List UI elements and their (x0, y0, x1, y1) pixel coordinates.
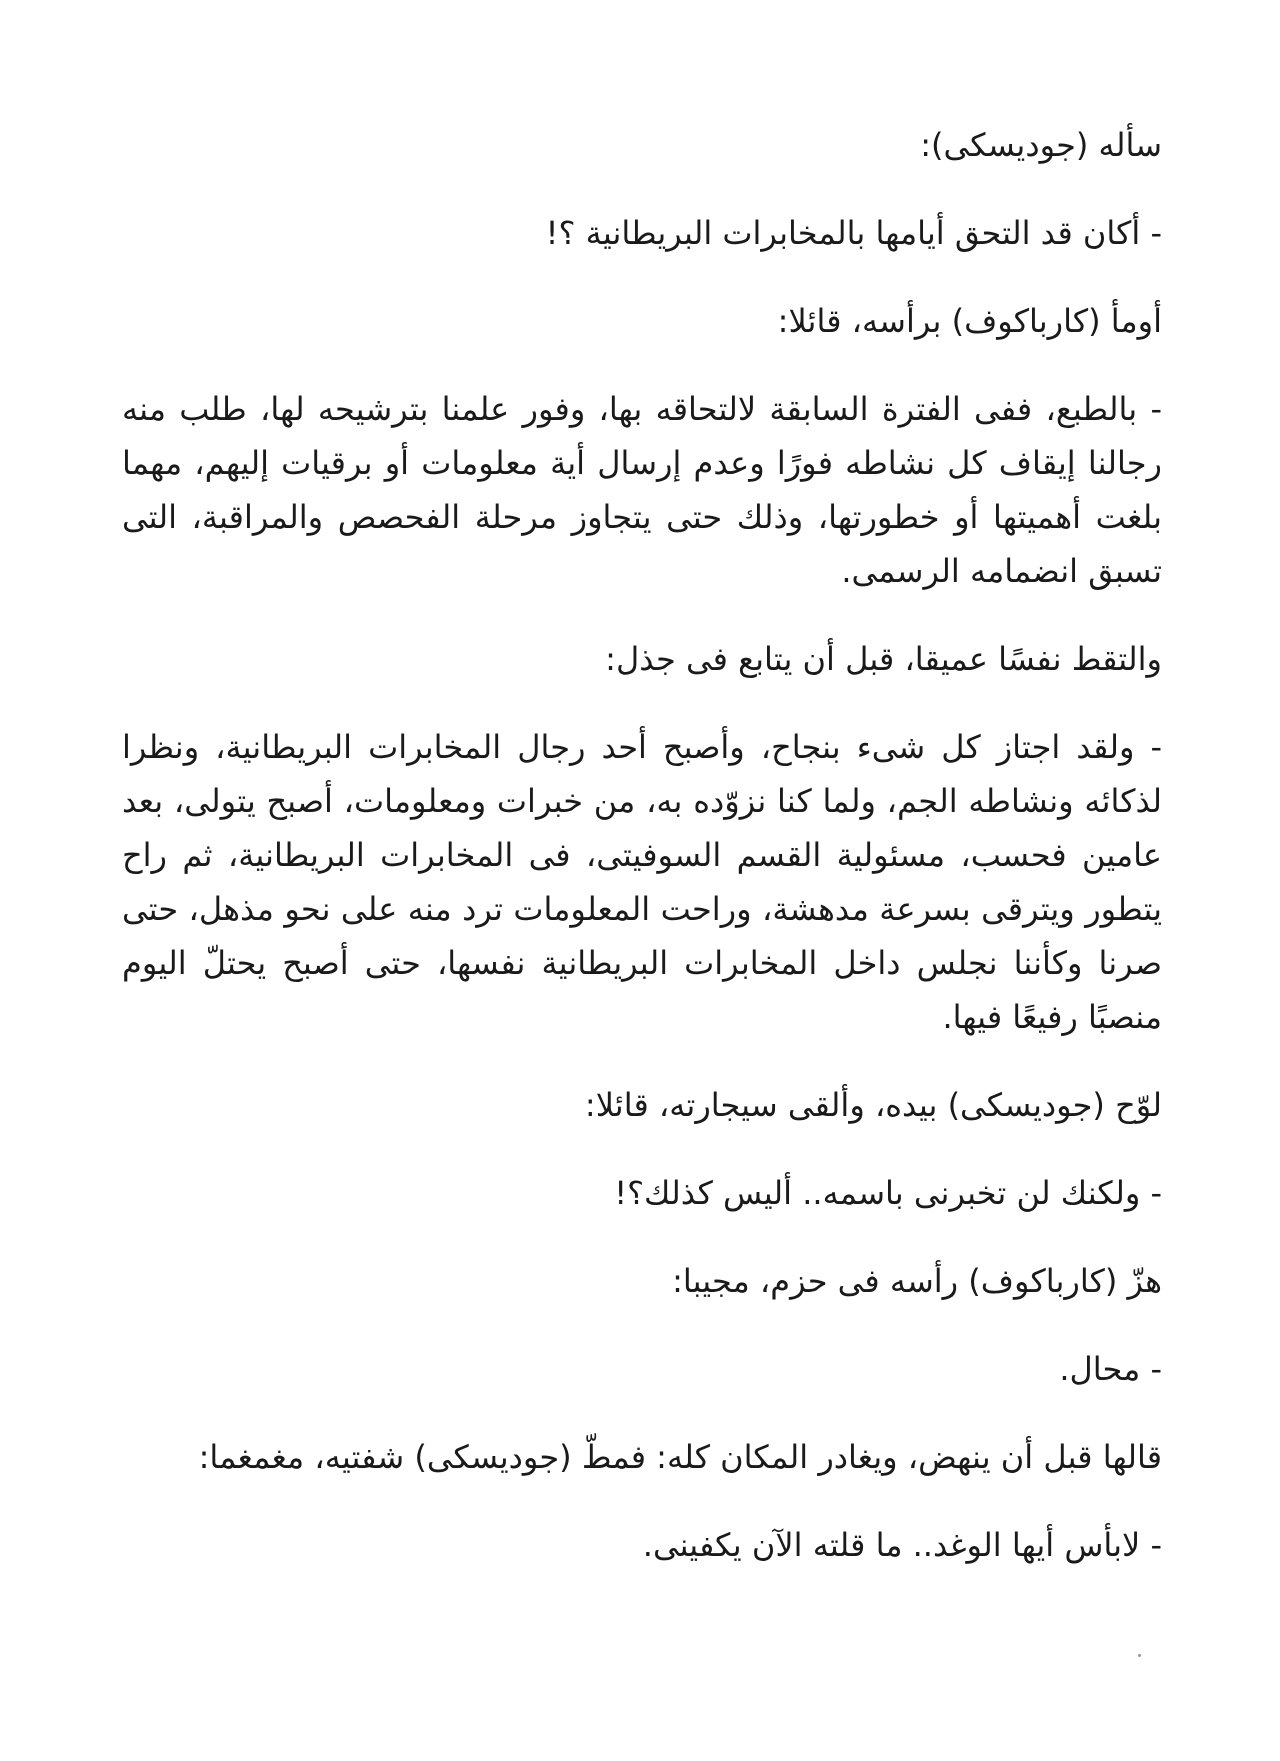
page-speck (1138, 1654, 1141, 1657)
paragraph-5: والتقط نفسًا عميقا، قبل أن يتابع فى جذل: (605, 640, 1162, 678)
paragraph-11: قالها قبل أن ينهض، ويغادر المكان كله: فمطّ (جوديسكى) شفتيه، مغمغما: (198, 1438, 1162, 1476)
paragraph-1: سأله (جوديسكى): (920, 126, 1162, 164)
paragraph-8: - ولكنك لن تخبرنى باسمه.. أليس كذلك؟! (614, 1174, 1162, 1212)
paragraph-10: - محال. (1059, 1350, 1162, 1388)
paragraph-7: لوّح (جوديسكى) بيده، وألقى سيجارته، قائلا: (584, 1086, 1162, 1124)
paragraph-2: - أكان قد التحق أيامها بالمخابرات البريطانية ؟! (545, 214, 1162, 252)
paragraph-12: - لابأس أيها الوغد.. ما قلته الآن يكفينى. (642, 1526, 1162, 1564)
paragraph-3: أومأ (كارباكوف) برأسه، قائلا: (777, 302, 1162, 340)
paragraph-4: - بالطبع، ففى الفترة السابقة لالتحاقه بها، وفور علمنا بترشيحه لها، طلب منه رجالنا إيقاف كل نشاطه فورًا وعدم إرسال أية معلومات أو برقيات إليهم، مهما بلغت أهميتها أو خطورتها، وذلك حتى يتجاوز مرحلة الفحصص والمراقبة، التى تسبق انضمامه الرسمى. (122, 390, 1162, 590)
paragraph-6: - ولقد اجتاز كل شىء بنجاح، وأصبح أحد رجال المخابرات البريطانية، ونظرا لذكائه ونشاطه الجم، ولما كنا نزوّده به، من خبرات ومعلومات، أصبح يتولى، بعد عامين فحسب، مسئولية القسم السوفيتى، فى المخابرات البريطانية، ثم راح يتطور ويترقى بسرعة مدهشة، وراحت المعلومات ترد منه على نحو مذهل، حتى صرنا وكأننا نجلس داخل المخابرات البريطانية نفسها، حتى أصبح يحتلّ اليوم منصبًا رفيعًا فيها. (122, 728, 1162, 1036)
page-text (122, 118, 1162, 1606)
paragraph-9: هزّ (كارباكوف) رأسه فى حزم، مجيبا: (672, 1262, 1162, 1300)
